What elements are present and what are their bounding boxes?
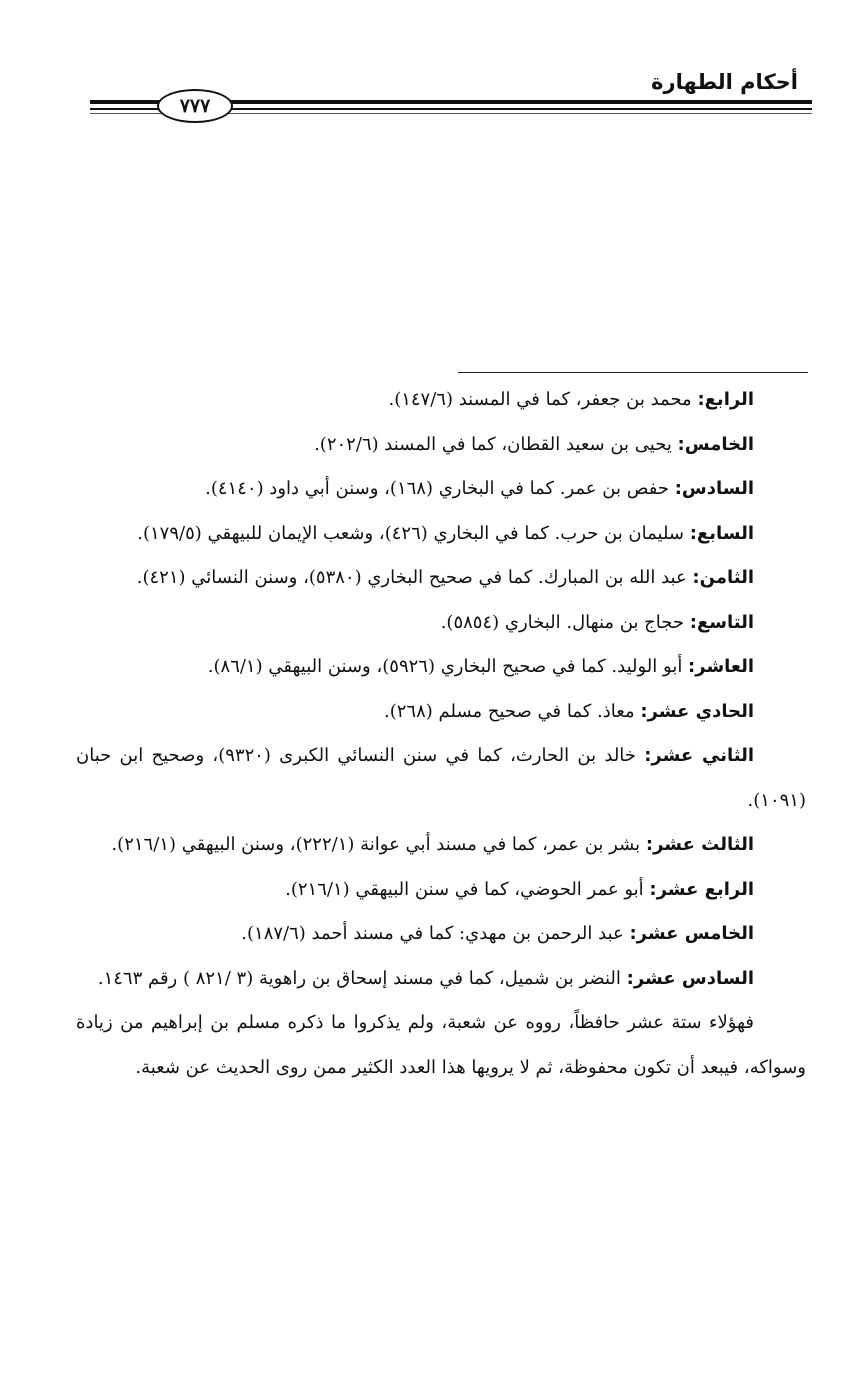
footnote-entry: [76, 423, 806, 468]
footnote-entry: [76, 512, 806, 557]
entry-text: أبو الوليد. كما في صحيح البخاري (٥٩٢٦)، وسنن البيهقي (٨٦/١).: [207, 656, 689, 677]
entry-text: حجاج بن منهال. البخاري (٥٨٥٤).: [440, 611, 690, 633]
footnote-separator: [458, 372, 808, 373]
entry-label: السادس عشر:: [626, 967, 754, 989]
entry-text: محمد بن جعفر، كما في المسند (١٤٧/٦).: [388, 389, 698, 410]
entry-label: التاسع:: [689, 611, 754, 633]
entry-label: الرابع عشر:: [649, 878, 754, 900]
closing-paragraph: فهؤلاء ستة عشر حافظاً، رووه عن شعبة، ولم يذكروا ما ذكره مسلم بن إبراهيم من زيادة وسواكه، فيبعد أن تكون محفوظة، ثم لا يرويها هذا العدد الكثير ممن روى الحديث عن شعبة.: [76, 1012, 806, 1078]
entry-label: الرابع:: [697, 389, 754, 410]
footnote-entry: [76, 823, 806, 868]
footnote-entry: [76, 601, 806, 646]
footnote-entry: [76, 378, 806, 423]
footnote-entry: [76, 957, 806, 1002]
entry-text: حفص بن عمر. كما في البخاري (١٦٨)، وسنن أبي داود (٤١٤٠).: [205, 478, 675, 499]
entry-text: بشر بن عمر، كما في مسند أبي عوانة (٢٢٢/١)، وسنن البيهقي (٢١٦/١).: [111, 834, 646, 855]
entry-label: الخامس:: [677, 433, 754, 455]
entry-label: الثامن:: [692, 567, 754, 588]
entry-text: أبو عمر الحوضي، كما في سنن البيهقي (٢١٦/١).: [285, 878, 650, 900]
entry-text: سليمان بن حرب. كما في البخاري (٤٢٦)، وشعب الإيمان للبيهقي (١٧٩/٥).: [137, 522, 690, 544]
entry-text: خالد بن الحارث، كما في سنن النسائي الكبرى (٩٣٢٠)، وصحيح ابن حبان (١٠٩١).: [76, 745, 806, 811]
entry-text: عبد الله بن المبارك. كما في صحيح البخاري (٥٣٨٠)، وسنن النسائي (٤٢١).: [136, 567, 693, 588]
footnote-entry: [76, 467, 806, 512]
footnote-entry: [76, 912, 806, 957]
entry-label: الحادي عشر:: [640, 700, 754, 722]
entry-text: عبد الرحمن بن مهدي: كما في مسند أحمد (١٨٧/٦).: [241, 923, 630, 944]
footnote-entry: [76, 734, 806, 823]
entry-label: الثاني عشر:: [644, 745, 755, 766]
entry-text: النضر بن شميل، كما في مسند إسحاق بن راهوية (٣ /٨٢١ ) رقم ١٤٦٣.: [97, 967, 627, 989]
page-number: ٧٧٧: [157, 89, 233, 123]
page-title: أحكام الطهارة: [651, 70, 798, 94]
footnote-entry: [76, 868, 806, 913]
entry-text: معاذ. كما في صحيح مسلم (٢٦٨).: [384, 700, 641, 722]
entry-label: الخامس عشر:: [629, 923, 754, 944]
footnote-entry: [76, 556, 806, 601]
footnote-content: [76, 378, 806, 1090]
footnote-entry: [76, 645, 806, 690]
entry-label: العاشر:: [688, 656, 754, 677]
footnote-entry: [76, 690, 806, 735]
entry-label: السابع:: [689, 522, 754, 544]
entry-label: السادس:: [674, 478, 754, 499]
entry-label: الثالث عشر:: [645, 834, 754, 855]
entry-text: يحيى بن سعيد القطان، كما في المسند (٢٠٢/٦).: [314, 433, 678, 455]
